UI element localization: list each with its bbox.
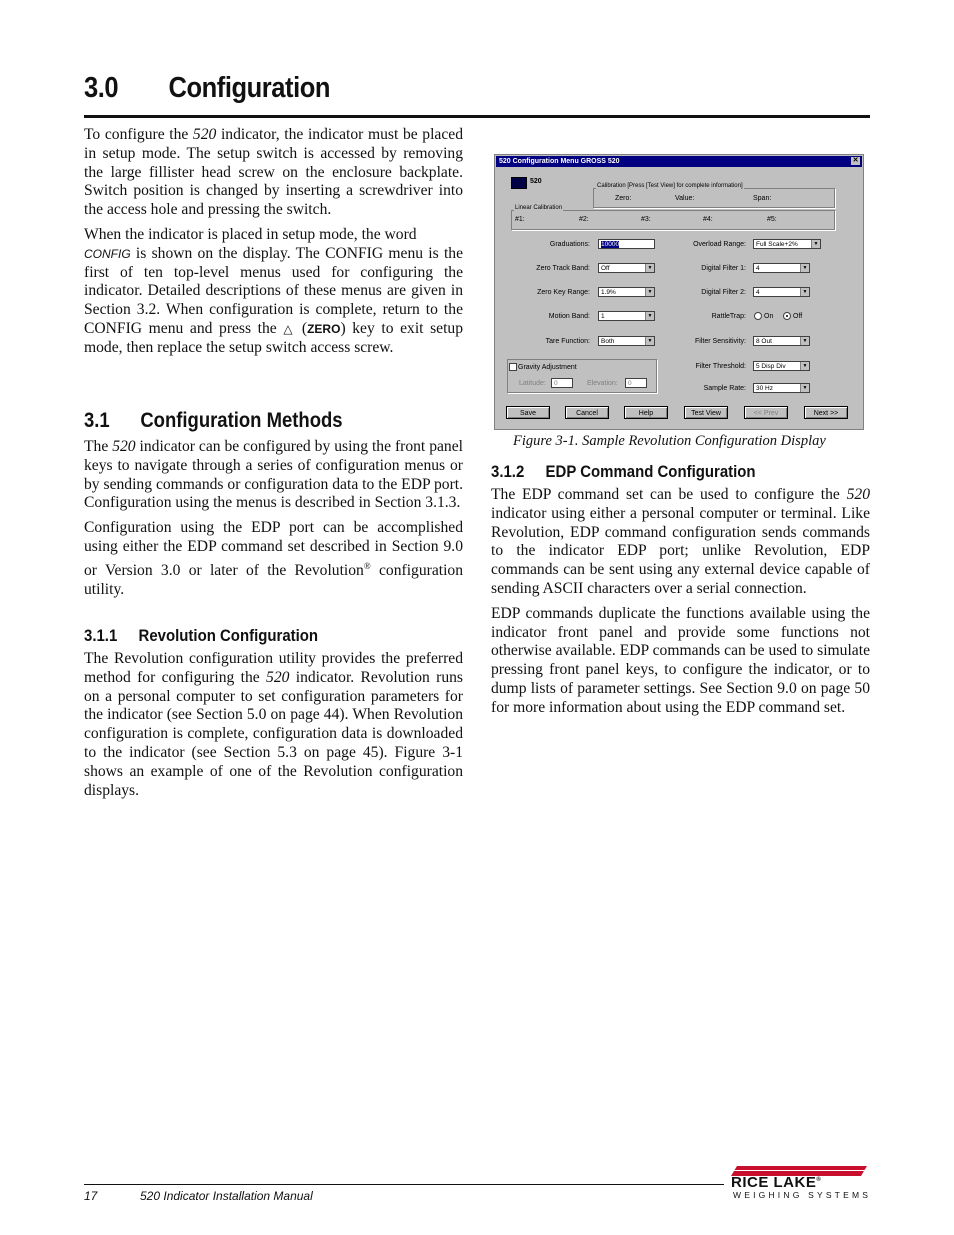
cancel-button[interactable]: Cancel (565, 406, 609, 419)
rattletrap-label: RattleTrap: (711, 313, 746, 320)
section-3-1-paragraph-2: Configuration using the EDP port can be accomplished using either the EDP command set described in Section 9.0 or Version 3.0 or later of the Revolution® configuration utility. (84, 519, 463, 598)
section-number: 3.0 (84, 72, 119, 104)
page-number: 17 (84, 1189, 98, 1203)
chevron-down-icon: ▼ (645, 264, 654, 272)
chevron-down-icon: ▼ (645, 288, 654, 296)
intro-paragraph-2: When the indicator is placed in setup mode, the word CONFIG is shown on the display. The CONFIG menu is the first of ten top-level menus used for configuring the indicator. Detailed descriptions of these menus are given in Section 3.2. When configuration is complete, return to the CONFIG menu and press the △ (ZERO) key to exit setup mode, then replace the setup switch access screw. (84, 225, 464, 356)
footer-rule (84, 1184, 724, 1185)
zero-track-band-select[interactable]: Off ▼ (598, 263, 655, 273)
logo-main-text: RICE LAKE® (731, 1174, 822, 1191)
section-3-1-1-paragraph: The Revolution configuration utility provides the preferred method for configuring the 520 indicator. Revolution runs on a personal computer to set configuration parameters for the indicator (see Section 5.0 on page 44). When Revolution configuration is complete, configuration data is downloaded to the indicator (see Section 5.3 on page 45). Figure 3-1 shows an example of one of the Revolution configuration displays. (84, 650, 463, 799)
gravity-checkbox[interactable] (509, 363, 517, 371)
rattletrap-radio-on[interactable]: On (754, 312, 773, 320)
prev-button[interactable]: << Prev (744, 406, 788, 419)
zero-track-band-label: Zero Track Band: (536, 265, 590, 272)
section-3-1-1-body (84, 650, 463, 806)
config-word: CONFIG (84, 246, 131, 261)
zero-key-range-label: Zero Key Range: (537, 289, 590, 296)
linear-point-2: #2: (579, 216, 589, 223)
motion-band-label: Motion Band: (548, 313, 590, 320)
digital-filter-1-select[interactable]: 4 ▼ (753, 263, 810, 273)
indicator-icon (511, 177, 527, 189)
save-button[interactable]: Save (506, 406, 550, 419)
zero-key-range-select[interactable]: 1.9% ▼ (598, 287, 655, 297)
elevation-input[interactable]: 0 (625, 378, 647, 388)
filter-sensitivity-select[interactable]: 8 Out ▼ (753, 336, 810, 346)
indicator-icon-label: 520 (530, 178, 542, 185)
window-titlebar: 520 Configuration Menu GROSS 520 ✕ (496, 156, 862, 167)
value-label: Value: (675, 195, 695, 202)
chevron-down-icon: ▼ (800, 384, 809, 392)
filter-threshold-select[interactable]: 5 Disp Div ▼ (753, 361, 810, 371)
elevation-label: Elevation: (587, 380, 618, 387)
section-3-1-paragraph-1: The 520 indicator can be configured by using the front panel keys to navigate through a series of configuration menus or by sending commands or configuration data to the EDP port. Configuration using the menus is described in Section 3.1.3. (84, 438, 463, 512)
sample-rate-select[interactable]: 30 Hz ▼ (753, 383, 810, 393)
manual-title: 520 Indicator Installation Manual (140, 1189, 313, 1203)
chevron-down-icon: ▼ (645, 312, 654, 320)
heading-3-1-2: 3.1.2 EDP Command Configuration (491, 462, 756, 481)
digital-filter-2-label: Digital Filter 2: (701, 289, 746, 296)
calibration-title: Calibration [Press [Test View] for complete information] (597, 183, 743, 189)
figure-caption: Figure 3-1. Sample Revolution Configuration Display (513, 433, 826, 449)
linear-calibration-group (511, 210, 835, 230)
zero-label: Zero: (615, 195, 632, 202)
chevron-down-icon: ▼ (645, 337, 654, 345)
page-title (84, 72, 330, 105)
rattletrap-radio-off[interactable]: Off (783, 312, 802, 320)
chevron-down-icon: ▼ (811, 240, 820, 248)
digital-filter-2-select[interactable]: 4 ▼ (753, 287, 810, 297)
heading-3-1: 3.1 Configuration Methods (84, 409, 343, 432)
help-button[interactable]: Help (624, 406, 668, 419)
intro-paragraph-1: To configure the 520 indicator, the indicator must be placed in setup mode. The setup switch is accessed by removing the large fillister head screw on the enclosure backplate. Switch position is changed by inserting a screwdriver into the access hole and pressing the switch. (84, 126, 463, 219)
section-3-1-2-body (491, 486, 870, 724)
gravity-label: Gravity Adjustment (518, 364, 577, 371)
overload-range-select[interactable]: Full Scale+2% ▼ (753, 239, 821, 249)
linear-calibration-title: Linear Calibration (515, 205, 563, 211)
tare-function-select[interactable]: Both ▼ (598, 336, 655, 346)
chevron-down-icon: ▼ (800, 288, 809, 296)
linear-point-4: #4: (703, 216, 713, 223)
linear-point-3: #3: (641, 216, 651, 223)
section-3-1-2-paragraph-2: EDP commands duplicate the functions available using the indicator front panel and provide some functions not otherwise available. EDP commands can be used to simulate pressing front panel keys, to configure the indicator, or to dump lists of parameter settings. See Section 9.0 on page 50 for more information about using the EDP command set. (491, 604, 870, 716)
logo-sub-text: WEIGHING SYSTEMS (733, 1190, 872, 1200)
sample-rate-label: Sample Rate: (703, 385, 746, 392)
revolution-config-window (494, 154, 864, 430)
linear-point-1: #1: (515, 216, 525, 223)
left-column (84, 126, 463, 364)
filter-threshold-label: Filter Threshold: (695, 363, 746, 370)
close-icon[interactable]: ✕ (852, 157, 859, 164)
title-rule (84, 115, 870, 118)
digital-filter-1-label: Digital Filter 1: (701, 265, 746, 272)
latitude-label: Latitude: (519, 380, 546, 387)
section-3-1-body (84, 438, 463, 606)
motion-band-select[interactable]: 1 ▼ (598, 311, 655, 321)
chevron-down-icon: ▼ (800, 337, 809, 345)
graduations-input[interactable]: 10000 (598, 239, 655, 249)
chevron-down-icon: ▼ (800, 362, 809, 370)
latitude-input[interactable]: 0 (551, 378, 573, 388)
next-button[interactable]: Next >> (804, 406, 848, 419)
span-label: Span: (753, 195, 772, 202)
overload-range-label: Overload Range: (693, 241, 746, 248)
filter-sensitivity-label: Filter Sensitivity: (695, 338, 746, 345)
graduations-label: Graduations: (549, 241, 590, 248)
zero-key-icon: △ (283, 321, 296, 336)
heading-3-1-1: 3.1.1 Revolution Configuration (84, 626, 319, 645)
chevron-down-icon: ▼ (800, 264, 809, 272)
section-3-1-2-paragraph-1: The EDP command set can be used to configure the 520 indicator using either a personal computer or terminal. Like Revolution, EDP command configuration sends commands to the indicator EDP port; unlike Revolution, EDP commands can be sent using any external device capable of sending ASCII characters over a serial connection. (491, 486, 870, 597)
section-title: Configuration (168, 72, 331, 104)
test-view-button[interactable]: Test View (684, 406, 728, 419)
tare-function-label: Tare Function: (545, 338, 590, 345)
linear-point-5: #5: (767, 216, 777, 223)
